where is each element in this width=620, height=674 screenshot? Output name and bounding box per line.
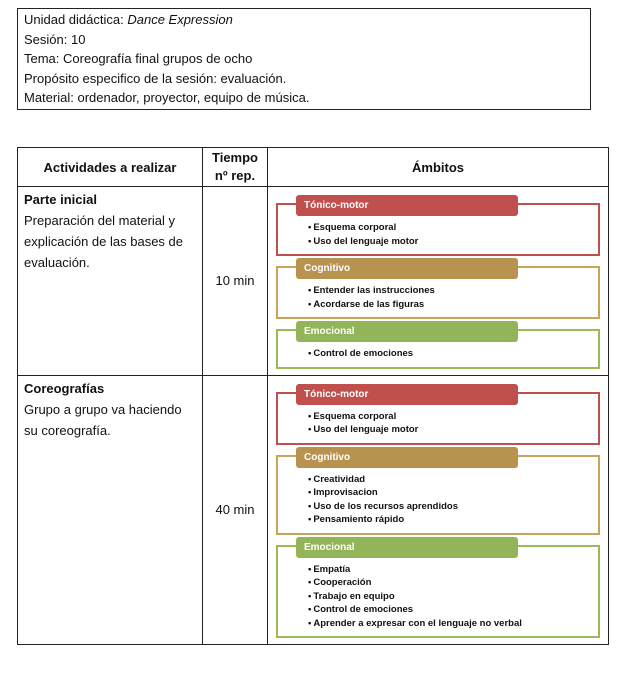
ambito-list (308, 347, 590, 361)
session-info-box (17, 8, 591, 110)
ambito-frame (276, 200, 600, 256)
header-tiempo-line2: nº rep. (214, 168, 256, 183)
ambito-item: • Aprender a expresar con el lenguaje no verbal (308, 617, 590, 631)
ambito-list (308, 410, 590, 437)
activities-table (17, 147, 609, 645)
activity-title: Coreografías (24, 380, 105, 396)
time-cell: 10 min (203, 187, 268, 376)
ambito-list (308, 221, 590, 248)
ambito-item: • Uso del lenguaje motor (308, 423, 590, 437)
table-row (18, 187, 609, 376)
activity-cell (18, 187, 203, 376)
proposito: Propósito especifico de la sesión: evaluación. (24, 70, 287, 86)
table-row (18, 375, 609, 645)
ambito-item: • Control de emociones (308, 603, 590, 617)
ambito-item: • Pensamiento rápido (308, 513, 590, 527)
header-tiempo-line1: Tiempo (212, 150, 258, 165)
ambito-item: • Esquema corporal (308, 221, 590, 235)
ambito-item: • Uso del lenguaje motor (308, 235, 590, 249)
activity-cell (18, 375, 203, 645)
unidad-didactica (24, 10, 584, 30)
ambito-group-emocional (276, 326, 600, 369)
ambito-group-cognitivo (276, 263, 600, 319)
ambitos-cell (268, 187, 609, 376)
tema: Tema: Coreografía final grupos de ocho (24, 51, 253, 66)
ambito-item: • Uso de los recursos aprendidos (308, 500, 590, 514)
ambito-group-emocional (276, 541, 600, 639)
activity-description: Grupo a grupo va haciendo su coreografía. (24, 401, 182, 438)
activity-description: Preparación del material y explicación de las bases de evaluación. (24, 213, 183, 270)
ambito-list (308, 284, 590, 311)
ambito-frame (276, 263, 600, 319)
ambito-group-tonico-motor (276, 388, 600, 445)
ambito-item: • Trabajo en equipo (308, 590, 590, 604)
ambito-item: • Empatía (308, 563, 590, 577)
unidad-label: Unidad didáctica: (24, 12, 128, 27)
ambito-frame (276, 541, 600, 639)
sesion: Sesión: 10 (24, 31, 86, 47)
ambito-item: • Esquema corporal (308, 410, 590, 424)
table-header-row (18, 148, 609, 187)
ambito-group-tonico-motor (276, 200, 600, 256)
ambito-header: Emocional (296, 537, 518, 558)
ambito-item: • Entender las instrucciones (308, 284, 590, 298)
ambitos-cell (268, 375, 609, 645)
ambito-header: Cognitivo (296, 258, 518, 279)
ambito-list (308, 563, 590, 631)
ambito-item: • Cooperación (308, 576, 590, 590)
ambito-item: • Creatividad (308, 473, 590, 487)
ambito-item: • Improvisacion (308, 486, 590, 500)
ambito-frame (276, 388, 600, 445)
ambito-header: Emocional (296, 321, 518, 342)
activity-title: Parte inicial (24, 192, 97, 207)
ambito-item: • Control de emociones (308, 347, 590, 361)
ambito-header: Tónico-motor (296, 195, 518, 216)
ambito-item: • Acordarse de las figuras (308, 298, 590, 312)
header-actividades: Actividades a realizar (18, 148, 203, 187)
ambito-frame (276, 451, 600, 535)
ambito-header: Tónico-motor (296, 384, 518, 405)
unidad-value: Dance Expression (127, 12, 233, 27)
ambito-group-cognitivo (276, 451, 600, 535)
header-ambitos: Ámbitos (268, 148, 609, 187)
header-tiempo (203, 148, 268, 187)
material: Material: ordenador, proyector, equipo de música. (24, 90, 310, 105)
ambito-list (308, 473, 590, 527)
ambito-header: Cognitivo (296, 447, 518, 468)
ambito-frame (276, 326, 600, 369)
time-cell: 40 min (203, 375, 268, 645)
